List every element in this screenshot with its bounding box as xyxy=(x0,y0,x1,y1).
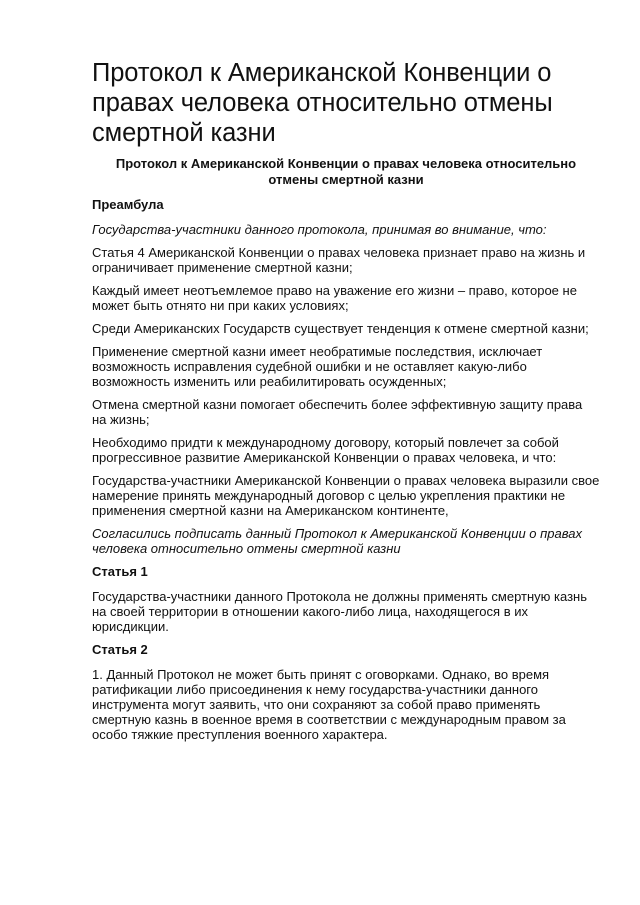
preamble-paragraph: Каждый имеет неотъемлемое право на уважение его жизни – право, которое не может быть отнято ни при каких условиях; xyxy=(92,283,577,313)
preamble-intro: Государства-участники данного протокола, принимая во внимание, что: xyxy=(92,222,547,237)
article-2-text: 1. Данный Протокол не может быть принят с оговорками. Однако, во время ратификации либо присоединения к нему государства-участники данного инструмента могут заявить, что они сохраняют за собой право применять смертную казнь в военное время в соответствии с международным правом за особо тяжкие преступления военного характера. xyxy=(92,667,566,742)
preamble-paragraph: Статья 4 Американской Конвенции о правах человека признает право на жизнь и ограничивает применение смертной казни; xyxy=(92,245,586,275)
preamble-paragraph: Отмена смертной казни помогает обеспечить более эффективную защиту права на жизнь; xyxy=(92,397,583,427)
document-page xyxy=(92,58,600,750)
preamble-paragraph: Необходимо придти к международному договору, который повлечет за собой прогрессивное развитие Американской Конвенции о правах человека, и что: xyxy=(92,435,559,465)
preamble-heading: Преамбула xyxy=(92,197,164,212)
article-1-text: Государства-участники данного Протокола не должны применять смертную казнь на своей территории в отношении какого-либо лица, находящегося в их юрисдикции. xyxy=(92,589,588,634)
preamble-paragraph: Среди Американских Государств существует тенденция к отмене смертной казни; xyxy=(92,321,589,336)
preamble-paragraph: Применение смертной казни имеет необратимые последствия, исключает возможность исправления судебной ошибки и не оставляет какую-либо возможность изменить или реабилитировать осужденных; xyxy=(92,344,543,389)
document-title: Протокол к Американской Конвенции о правах человека относительно отмены смертной казни xyxy=(92,59,553,147)
article-2-heading: Статья 2 xyxy=(92,642,148,657)
document-subtitle: Протокол к Американской Конвенции о правах человека относительно отмены смертной казни xyxy=(115,156,577,187)
article-1-heading: Статья 1 xyxy=(92,564,148,579)
preamble-conclusion: Согласились подписать данный Протокол к Американской Конвенции о правах человека относительно отмены смертной казни xyxy=(92,526,582,556)
preamble-paragraph: Государства-участники Американской Конвенции о правах человека выразили свое намерение принять международный договор с целью укрепления практики не применения смертной казни на Американском континенте, xyxy=(92,473,600,518)
